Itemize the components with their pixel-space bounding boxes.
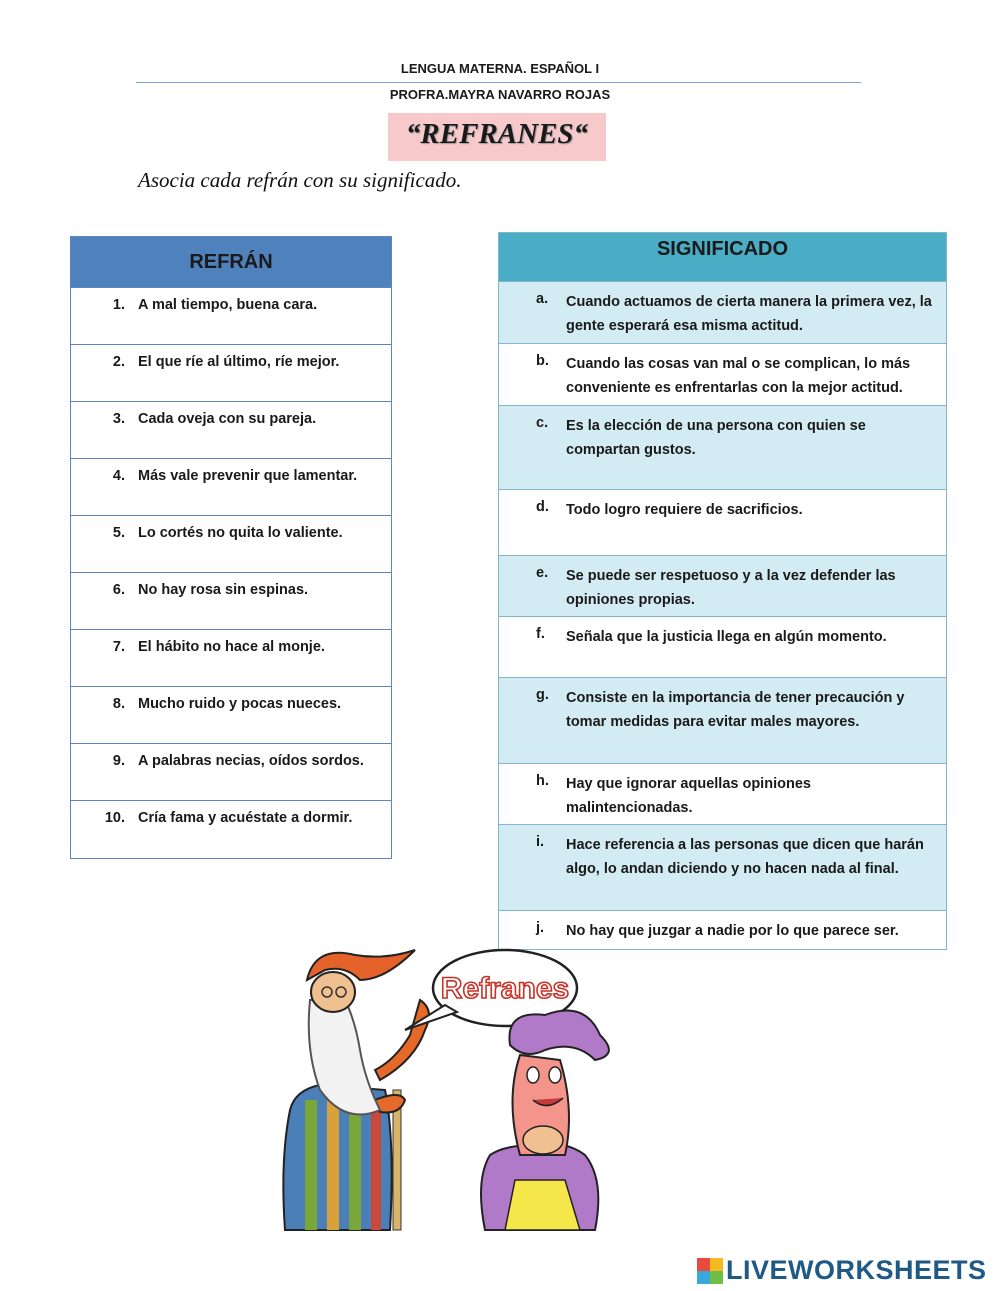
significado-row[interactable]	[499, 490, 946, 556]
significado-row[interactable]	[499, 406, 946, 490]
refran-row[interactable]	[71, 288, 391, 345]
significado-row[interactable]	[499, 825, 946, 911]
refran-row[interactable]	[71, 459, 391, 516]
refran-row[interactable]	[71, 402, 391, 459]
significado-letter: a.	[536, 291, 549, 307]
refran-number: 10.	[104, 810, 125, 826]
significado-row[interactable]	[499, 556, 946, 617]
significado-row[interactable]	[499, 344, 946, 406]
liveworksheets-mark-icon	[697, 1258, 723, 1284]
refran-heading: REFRÁN	[71, 237, 391, 288]
significado-text: Se puede ser respetuoso y a la vez defender las opiniones propias.	[566, 568, 896, 608]
significado-text: Todo logro requiere de sacrificios.	[566, 502, 803, 518]
refran-text: A mal tiempo, buena cara.	[138, 297, 318, 313]
instruction-text: Asocia cada refrán con su significado.	[138, 168, 462, 192]
refran-number: 2.	[112, 354, 125, 370]
refran-number: 7.	[112, 639, 125, 655]
significado-letter: b.	[536, 353, 549, 369]
significado-row[interactable]	[499, 617, 946, 678]
refran-text: Cada oveja con su pareja.	[138, 411, 317, 427]
refran-row[interactable]	[71, 687, 391, 744]
refran-table	[70, 236, 392, 859]
header-divider	[136, 82, 861, 83]
refran-number: 9.	[112, 753, 125, 769]
significado-text: Cuando actuamos de cierta manera la primera vez, la gente esperará esa misma actitud.	[566, 294, 932, 334]
refran-row[interactable]	[71, 630, 391, 687]
speech-bubble-text: Refranes	[440, 972, 570, 1005]
refran-number: 8.	[112, 696, 125, 712]
refran-text: El que ríe al último, ríe mejor.	[138, 354, 340, 370]
refran-number: 6.	[112, 582, 125, 598]
liveworksheets-logo	[697, 1255, 987, 1286]
significado-text: Señala que la justicia llega en algún momento.	[566, 629, 887, 645]
refran-number: 3.	[112, 411, 125, 427]
significado-letter: d.	[536, 499, 549, 515]
page-title: “REFRANES“	[405, 118, 589, 150]
refran-text: Lo cortés no quita lo valiente.	[138, 525, 343, 541]
liveworksheets-text: LIVEWORKSHEETS	[726, 1255, 987, 1285]
significado-row[interactable]	[499, 282, 946, 344]
significado-text: Cuando las cosas van mal o se complican, lo más conveniente es enfrentarlas con la mejor actitud.	[566, 356, 911, 396]
significado-heading: SIGNIFICADO	[499, 233, 946, 282]
refran-row[interactable]	[71, 345, 391, 402]
refran-text: Cría fama y acuéstate a dormir.	[138, 810, 353, 826]
refran-number: 5.	[112, 525, 125, 541]
significado-text: Consiste en la importancia de tener precaución y tomar medidas para evitar males mayores.	[566, 690, 905, 730]
significado-text: No hay que juzgar a nadie por lo que parece ser.	[566, 923, 899, 939]
refran-text: A palabras necias, oídos sordos.	[138, 753, 364, 769]
refranes-illustration	[265, 940, 665, 1240]
significado-letter: f.	[536, 626, 545, 642]
refran-row[interactable]	[71, 744, 391, 801]
significado-row[interactable]	[499, 764, 946, 825]
refran-row[interactable]	[71, 801, 391, 858]
refran-text: No hay rosa sin espinas.	[138, 582, 309, 598]
significado-letter: g.	[536, 687, 549, 703]
course-header: LENGUA MATERNA. ESPAÑOL I	[400, 61, 600, 76]
significado-letter: h.	[536, 773, 549, 789]
significado-row[interactable]	[499, 678, 946, 764]
significado-table	[498, 232, 947, 950]
woman-figure	[481, 1011, 609, 1231]
significado-letter: i.	[536, 834, 545, 850]
refran-row[interactable]	[71, 573, 391, 630]
teacher-name: PROFRA.MAYRA NAVARRO ROJAS	[389, 87, 611, 102]
significado-text: Es la elección de una persona con quien se compartan gustos.	[566, 418, 866, 458]
refran-row[interactable]	[71, 516, 391, 573]
refran-text: El hábito no hace al monje.	[138, 639, 325, 655]
significado-letter: e.	[536, 565, 549, 581]
significado-text: Hay que ignorar aquellas opiniones malintencionadas.	[566, 776, 811, 816]
significado-letter: j.	[536, 920, 545, 936]
refran-number: 4.	[112, 468, 125, 484]
refran-text: Mucho ruido y pocas nueces.	[138, 696, 342, 712]
significado-text: Hace referencia a las personas que dicen que harán algo, lo andan diciendo y no hacen nada al final.	[566, 837, 924, 877]
significado-letter: c.	[536, 415, 549, 431]
old-man-figure	[283, 950, 429, 1230]
refran-text: Más vale prevenir que lamentar.	[138, 468, 358, 484]
refran-number: 1.	[112, 297, 125, 313]
